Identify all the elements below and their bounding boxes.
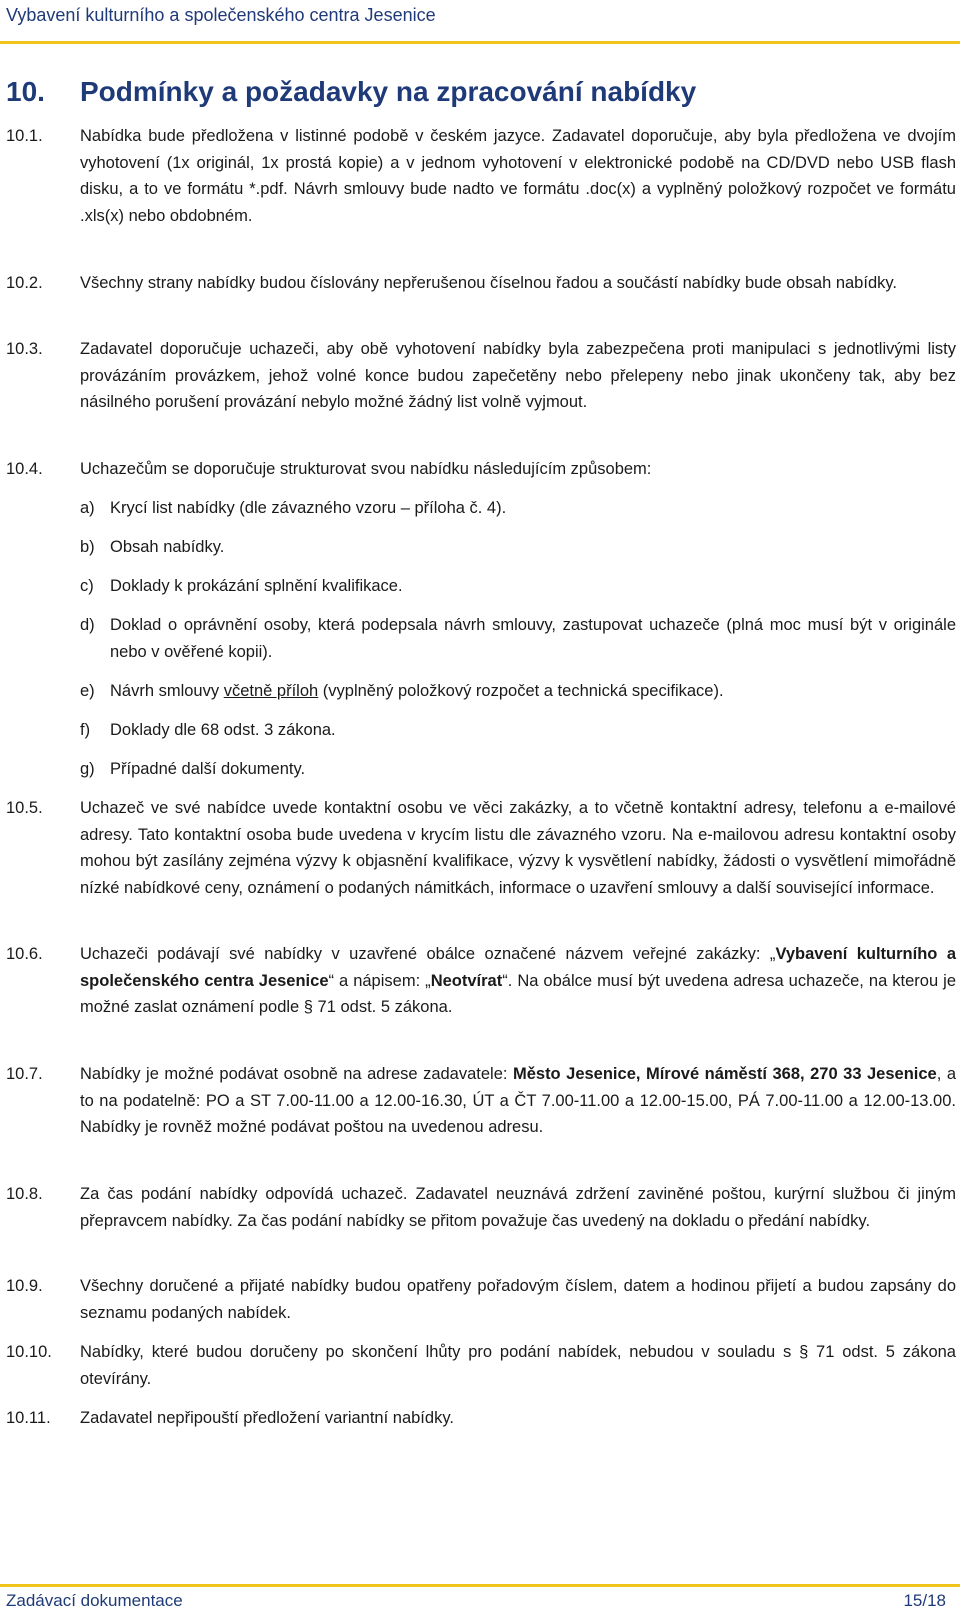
clause-text <box>80 1061 956 1141</box>
clause-text: Všechny strany nabídky budou číslovány nepřerušenou číselnou řadou a součástí nabídky bude obsah nabídky. <box>80 274 897 292</box>
text-part: “ a nápisem: „ <box>328 971 431 990</box>
list-label: c) <box>80 577 94 595</box>
clause-10-10 <box>6 1339 956 1392</box>
clause-number: 10.4. <box>6 460 43 478</box>
clause-text: Zadavatel doporučuje uchazeči, aby obě vyhotovení nabídky byla zabezpečena proti manipulaci s jednotlivými listy provázáním provázkem, jehož volné konce budou zapečetěny nebo přelepeny nebo jinak ukončeny tak, aby bez násilného porušení provázání nebylo možné žádný list volně vyjmout. <box>80 340 956 411</box>
clause-text <box>80 941 956 1021</box>
bold-text: Vybavení kulturního a společenského centra Jesenice <box>80 945 956 990</box>
clause-text: Uchazeč ve své nabídce uvede kontaktní osobu ve věci zakázky, a to včetně kontaktní adresy, telefonu a e-mailové adresy. Tato kontaktní osoba bude uvedena v krycím listu dle závazného vzoru. Na e-mailovou adresu kontaktní osoby mohou být zasílány zejména výzvy k objasnění kvalifikace, výzvy k vysvětlení nabídky, žádosti o vysvětlení mimořádně nízké nabídkové ceny, oznámení o podaných námitkách, informace o uzavření smlouvy a další související informace. <box>80 799 956 897</box>
page-footer <box>0 1584 960 1621</box>
list-item-g <box>80 756 956 783</box>
text-part: Uchazeči podávají své nabídky v uzavřené obálce označené názvem veřejné zakázky: „ <box>80 945 776 963</box>
clause-text: Uchazečům se doporučuje strukturovat svou nabídku následujícím způsobem: <box>80 460 652 478</box>
list-label: b) <box>80 538 95 556</box>
text-part: “. Na obálce musí být uvedena adresa uchazeče, na kterou je možné zaslat oznámení podle § 71 odst. 5 zákona. <box>80 971 956 1016</box>
list-label: g) <box>80 760 95 778</box>
clause-10-8 <box>6 1181 956 1234</box>
list-text: Obsah nabídky. <box>110 538 225 556</box>
clause-text: Nabídky, které budou doručeny po skončení lhůty pro podání nabídek, nebudou v souladu s § 71 odst. 5 zákona otevírány. <box>80 1343 956 1388</box>
list-text: Krycí list nabídky (dle závazného vzoru – příloha č. 4). <box>110 499 507 517</box>
page-header <box>0 0 960 44</box>
list-label: d) <box>80 616 95 634</box>
clause-number: 10.2. <box>6 274 43 292</box>
clause-number: 10.7. <box>6 1065 43 1083</box>
section-heading <box>6 76 696 108</box>
clause-10-4 <box>6 456 956 483</box>
clause-10-6 <box>6 941 956 1021</box>
list-text <box>110 678 956 705</box>
list-text: Doklad o oprávnění osoby, která podepsala návrh smlouvy, zastupovat uchazeče (plná moc musí být v originále nebo v ověřené kopii). <box>110 616 956 661</box>
list-label: f) <box>80 721 91 739</box>
clause-number: 10.3. <box>6 340 43 358</box>
heading-number: 10. <box>6 76 45 107</box>
list-item-f <box>80 717 956 744</box>
clause-10-2 <box>6 270 956 297</box>
bold-text: Neotvírat <box>430 971 503 990</box>
list-item-e <box>80 678 956 705</box>
underlined-text: včetně příloh <box>223 682 319 700</box>
clause-number: 10.9. <box>6 1277 43 1295</box>
clause-number: 10.5. <box>6 799 43 817</box>
clause-text: Zadavatel nepřipouští předložení variantní nabídky. <box>80 1409 454 1427</box>
clause-number: 10.8. <box>6 1185 43 1203</box>
list-label: a) <box>80 499 95 517</box>
clause-number: 10.6. <box>6 945 43 963</box>
list-label: e) <box>80 682 95 700</box>
clause-10-1 <box>6 123 956 229</box>
clause-number: 10.11. <box>6 1409 51 1427</box>
list-item-b <box>80 534 956 561</box>
list-text: Doklady dle 68 odst. 3 zákona. <box>110 721 336 739</box>
clause-text: Za čas podání nabídky odpovídá uchazeč. Zadavatel neuznává zdržení zaviněné poštou, kurýrní službou či jiným přepravcem nabídky. Za čas podání nabídky se přitom považuje čas uvedený na dokladu o předání nabídky. <box>80 1185 956 1230</box>
list-text-pre: Návrh smlouvy <box>110 682 224 700</box>
list-item-a <box>80 495 956 522</box>
clause-text: Všechny doručené a přijaté nabídky budou opatřeny pořadovým číslem, datem a hodinou přijetí a budou zapsány do seznamu podaných nabídek. <box>80 1277 956 1322</box>
list-item-c <box>80 573 956 600</box>
list-text: Doklady k prokázání splnění kvalifikace. <box>110 577 403 595</box>
clause-number: 10.10. <box>6 1343 52 1361</box>
text-part: Nabídky je možné podávat osobně na adrese zadavatele: <box>80 1065 513 1083</box>
clause-10-3 <box>6 336 956 416</box>
text-part: , a to na podatelně: PO a ST 7.00-11.00 a 12.00-16.30, ÚT a ČT 7.00-11.00 a 12.00-15.00, PÁ 7.00-11.00 a 12.00-13.00. Nabídky je rovněž možné podávat poštou na uvedenou adresu. <box>80 1065 956 1136</box>
header-title: Vybavení kulturního a společenského centra Jesenice <box>6 5 436 25</box>
clause-text: Nabídka bude předložena v listinné podobě v českém jazyce. Zadavatel doporučuje, aby byla předložena ve dvojím vyhotovení (1x originál, 1x prostá kopie) a v jednom vyhotovení v elektronické podobě na CD/DVD nebo USB flash disku, a to ve formátu *.pdf. Návrh smlouvy bude nadto ve formátu .doc(x) a vyplněný položkový rozpočet ve formátu .xls(x) nebo obdobném. <box>80 127 956 225</box>
list-item-d <box>80 612 956 665</box>
list-text: Případné další dokumenty. <box>110 760 306 778</box>
bold-text: Město Jesenice, Mírové náměstí 368, 270 33 Jesenice <box>512 1065 937 1083</box>
clause-number: 10.1. <box>6 127 43 145</box>
clause-10-9 <box>6 1273 956 1326</box>
clause-10-11 <box>6 1405 956 1432</box>
clause-10-7 <box>6 1061 956 1141</box>
list-text-post: (vyplněný položkový rozpočet a technická specifikace). <box>318 682 724 700</box>
heading-title: Podmínky a požadavky na zpracování nabídky <box>80 76 697 107</box>
clause-10-5 <box>6 795 956 901</box>
footer-document-title: Zadávací dokumentace <box>6 1591 183 1610</box>
footer-page-number: 15/18 <box>903 1591 946 1610</box>
